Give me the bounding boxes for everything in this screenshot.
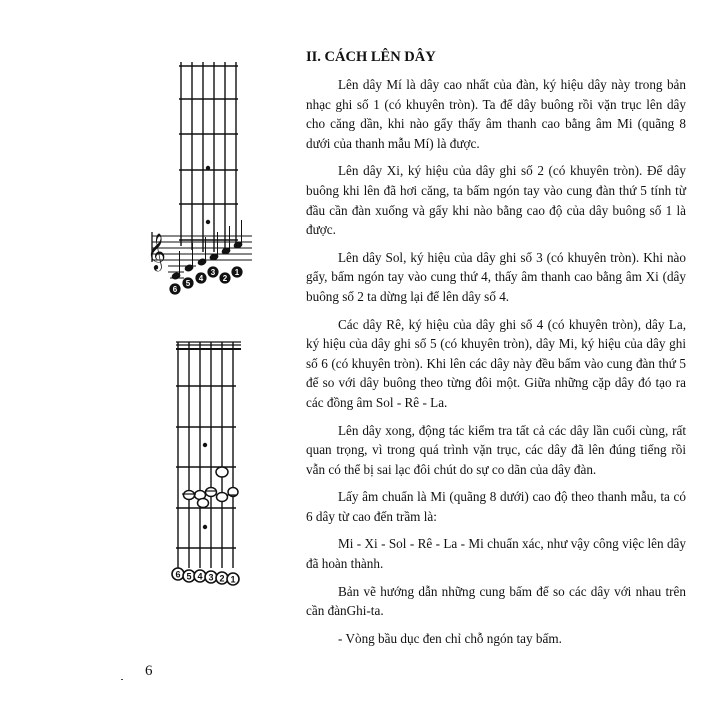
svg-text:2: 2 <box>219 573 225 584</box>
top-string-number <box>169 283 180 294</box>
paragraph: Bản vẽ hướng dẫn những cung bấm để so các dây với nhau trên cần đànGhi-ta. <box>306 583 686 619</box>
bottom-fretboard-nut <box>176 342 241 349</box>
paragraph: Lên dây Mí là dây cao nhất của đàn, ký hiệu dây này trong bản nhạc ghi số 1 (có khuyên tròn). Ta để dây buông rồi vặn trục lên dây cho căng dần, khi nào gẩy thấy âm thanh cao bằng âm Mi (quãng 8 dưới của thanh mẫu Mí) là được. <box>306 77 686 151</box>
svg-text:5: 5 <box>185 279 191 288</box>
svg-text:2: 2 <box>222 274 228 283</box>
top-string-number <box>182 277 193 288</box>
bottom-string-number <box>216 572 228 584</box>
top-fretboard-frets <box>179 66 238 240</box>
paragraph: Lên dây Sol, ký hiệu của dây ghi số 3 (có khuyên tròn). Khi nào gẩy, bấm ngón tay vào cung thứ 4, thấy âm thanh cao bằng âm Xi (dây buông số 2 ta dừng lại để lên dây số 4. <box>306 249 686 304</box>
bottom-fretboard-strings <box>178 342 233 568</box>
svg-text:4: 4 <box>197 571 203 582</box>
page-number: 6 <box>145 663 153 679</box>
fret-marker-dot <box>203 525 207 529</box>
svg-text:4: 4 <box>198 274 204 283</box>
svg-text:1: 1 <box>234 268 240 277</box>
bottom-string-number <box>205 571 217 583</box>
svg-text:3: 3 <box>208 572 214 583</box>
paragraph: Lấy âm chuẩn là Mi (quãng 8 dưới) cao độ theo thanh mẫu, ta có 6 dây từ cao đến trầm là: <box>306 489 686 524</box>
fret-marker-dot <box>203 443 207 447</box>
svg-text:3: 3 <box>210 268 216 277</box>
svg-text:1: 1 <box>230 574 236 585</box>
paragraph: Mi - Xi - Sol - Rê - La - Mi chuẩn xác, như vậy công việc lên dây đã hoàn thành. <box>306 536 686 572</box>
top-string-number <box>207 266 218 277</box>
svg-text:5: 5 <box>186 571 192 582</box>
tuning-instructions <box>306 48 686 656</box>
top-string-number <box>195 272 206 283</box>
bottom-string-number <box>194 570 206 582</box>
bottom-string-number <box>172 568 184 580</box>
bottom-fretboard-diagram <box>172 342 241 585</box>
fret-marker-dot <box>206 220 210 224</box>
top-fretboard-diagram <box>147 62 252 295</box>
paragraph: Lên dây Xi, ký hiệu của dây ghi số 2 (có khuyên tròn). Để dây buông khi lên đã hơi căng, ta bấm ngón tay vào cung đàn thứ 5 tính từ đầu cần đàn xuống và gẩy khi nào bằng cao độ của dây buông số 1 là được. <box>306 163 686 238</box>
top-string-number <box>219 272 230 283</box>
paragraph: Lên dây xong, động tác kiểm tra tất cả các dây lần cuối cùng, rất quan trọng, vì trong quá trình vặn trục, các dây đã lên đúng tiếng rồi vẫn có thể bị sai lạc đôi chút do sự co dãn của dây đàn. <box>306 422 686 477</box>
bottom-string-number <box>183 570 195 582</box>
bottom-fretboard-frets <box>176 386 236 548</box>
fret-marker-dot <box>206 166 210 170</box>
treble-clef: 𝄞 <box>147 232 166 270</box>
svg-text:6: 6 <box>175 569 181 580</box>
svg-text:6: 6 <box>172 285 178 294</box>
bottom-string-number <box>227 573 239 585</box>
stray-mark <box>121 679 123 680</box>
paragraph: - Vòng bầu dục đen chỉ chỗ ngón tay bấm. <box>338 630 562 646</box>
paragraph: Các dây Rê, ký hiệu của dây ghi số 4 (có khuyên tròn), dây La, ký hiệu của dây ghi số 5 (có khuyên tròn), dây Mi, ký hiệu của dây ghi số 6 (có khuyên tròn). Khi lên các dây này đều bấm vào cung đàn thứ 5 để so với dây buông theo từng đôi một. Giữa những cặp dây đó tạo ra các đồng âm Sol - Rê - La. <box>306 316 686 410</box>
section-heading: II. CÁCH LÊN DÂY <box>306 49 436 65</box>
top-string-number <box>231 266 242 277</box>
